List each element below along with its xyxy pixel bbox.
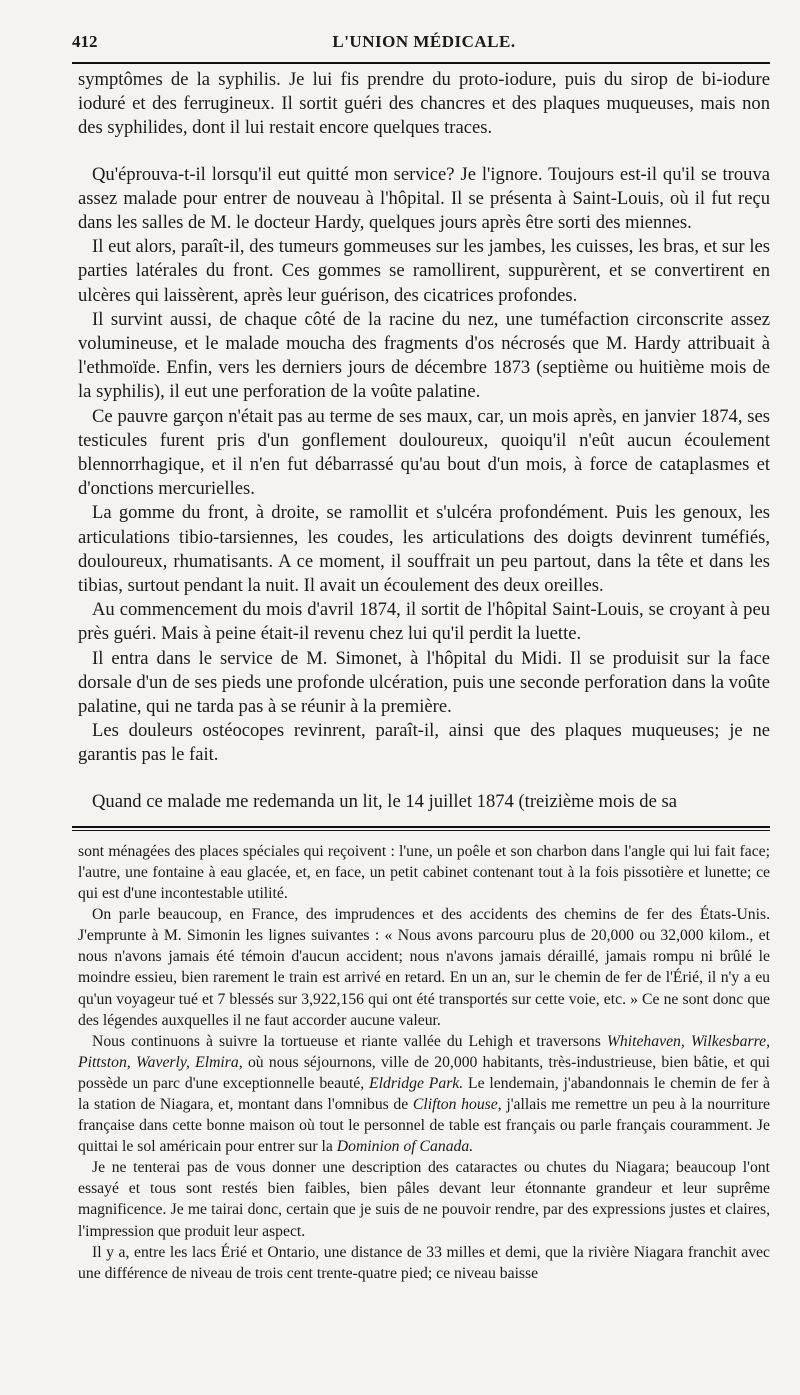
paragraph: Il eut alors, paraît-il, des tumeurs gommeuses sur les jambes, les cuisses, les bras, et sur les parties latérales du front. Ces gommes se ramollirent, suppurèrent, et se convertirent en ulcères qui laissèrent, après leur guérison, des cicatrices profondes. bbox=[78, 236, 770, 306]
main-article bbox=[78, 68, 770, 814]
paragraph: Quand ce malade me redemanda un lit, le 14 juillet 1874 (treizième mois de sa bbox=[92, 790, 677, 812]
country-name: Dominion of Canada. bbox=[336, 1138, 474, 1156]
feuilleton bbox=[78, 841, 770, 1284]
feuilleton-paragraph: On parle beaucoup, en France, des imprudences et des accidents des chemins de fer des États-Unis. J'emprunte à M. Simonin les lignes suivantes : « Nous avons parcouru plus de 20,000 ou 32,000 kilom., et nous n'avons jamais été témoin d'aucun accident; nous n'avons jamais déraillé, jamais rompu ni brûlé le moindre essieu, bien rarement le train est arrivé en retard. En un an, sur le chemin de fer de l'Érié, il n'y a eu qu'un voyageur tué et 7 blessés sur 3,922,156 qui ont été transportés sur cette voie, etc. » Ce ne sont donc que des légendes auxquelles il ne faut accorder aucune valeur. bbox=[78, 906, 770, 1029]
text-run: où nous séjournons, ville de 20,000 habitants, très-industrieuse, bien bâtie, et qui possède un parc d'une exceptionnelle beauté, bbox=[78, 1053, 771, 1092]
paragraph: Ce pauvre garçon n'était pas au terme de ses maux, car, un mois après, en janvier 1874, ses testicules furent pris d'un gonflement douloureux, quoiqu'il n'eût aucun écoulement blennorrhagique, et il n'en fut débarrassé qu'au bout d'un mois, à force de cataplasmes et d'onctions mercurielles. bbox=[78, 405, 770, 500]
page-number: 412 bbox=[72, 32, 98, 51]
feuilleton-paragraph: sont ménagées des places spéciales qui reçoivent : l'une, un poêle et son charbon dans l'angle qui lui fait face; l'autre, une fontaine à eau glacée, et, en face, un petit cabinet contenant tout à la fois pissotière et lunette; ce qui est d'une incontestable utilité. bbox=[78, 842, 770, 903]
paragraph: Il survint aussi, de chaque côté de la racine du nez, une tuméfaction circonscrite assez volumineuse, et le malade moucha des fragments d'os nécrosés que M. Hardy attribuait à l'ethmoïde. Enfin, vers les derniers jours de décembre 1873 (septième ou huitième mois de la syphilis), il eut une perforation de la voûte palatine. bbox=[78, 308, 770, 403]
paragraph: Il entra dans le service de M. Simonet, à l'hôpital du Midi. Il se produisit sur la face dorsale d'un de ses pieds une profonde ulcération, puis une seconde perforation dans la voûte palatine, qui ne tarda pas à se réunir à la première. bbox=[78, 647, 770, 718]
paragraph: La gomme du front, à droite, se ramollit et s'ulcéra profondément. Puis les genoux, les articulations tibio-tarsiennes, les coudes, les articulations des doigts devinrent tuméfiés, douloureux, rhumatisants. A ce moment, il souffrait un peu partout, dans la tête et dans les tibias, surtout pendant la nuit. Il avait un écoulement des deux oreilles. bbox=[78, 502, 770, 597]
paragraph: Les douleurs ostéocopes revinrent, paraît-il, ainsi que des plaques muqueuses; je ne garantis pas le fait. bbox=[78, 720, 770, 766]
park-name: Eldridge Park. bbox=[369, 1074, 464, 1092]
header-rule bbox=[72, 62, 770, 64]
paragraph: symptômes de la syphilis. Je lui fis prendre du proto-iodure, puis du sirop de bi-iodure ioduré et des ferrugineux. Il sortit guéri des chancres et des plaques muqueuses, mais non des syphilides, dont il lui restait encore quelques traces. bbox=[78, 69, 770, 139]
running-title: L'UNION MÉDICALE. bbox=[332, 32, 516, 51]
feuilleton-paragraph bbox=[78, 1031, 770, 1158]
text-run: j'allais me remettre un peu à la nourriture française dans cette bonne maison où tout le personnel de table est français ou parle français couramment. Je quittai le sol américain pour entrer sur la bbox=[78, 1096, 771, 1156]
page-header bbox=[72, 26, 770, 62]
feuilleton-paragraph: Je ne tenterai pas de vous donner une description des cataractes ou chutes du Niagara; beaucoup l'ont essayé et tous sont restés bien faibles, bien pâles devant leur étonnante grandeur et leur suprême magnificence. Je me tairai donc, certain que je suis de ne pouvoir rendre, par des expressions justes et claires, l'impression que produit leur aspect. bbox=[78, 1159, 770, 1240]
feuilleton-separator bbox=[72, 826, 770, 831]
text-run: Nous continuons à suivre la tortueuse et riante vallée du Lehigh et traversons bbox=[92, 1032, 607, 1050]
text-run: Le lendemain, j'abandonnais le chemin de fer à la station de Niagara, et, montant dans l'omnibus de bbox=[78, 1074, 770, 1114]
feuilleton-paragraph: Il y a, entre les lacs Érié et Ontario, une distance de 33 milles et demi, que la rivière Niagara franchit avec une différence de niveau de trois cent trente-quatre pied; ce niveau baisse bbox=[78, 1243, 770, 1282]
paragraph: Qu'éprouva-t-il lorsqu'il eut quitté mon service? Je l'ignore. Toujours est-il qu'il se trouva assez malade pour entrer de nouveau à l'hôpital. Il se présenta à Saint-Louis, où il fut reçu dans les salles de M. le docteur Hardy, quelques jours après être sorti des miennes. bbox=[78, 163, 770, 234]
paragraph: Au commencement du mois d'avril 1874, il sortit de l'hôpital Saint-Louis, se croyant à peu près guéri. Mais à peine était-il revenu chez lui qu'il perdit la luette. bbox=[78, 599, 770, 645]
hotel-name: Clifton house, bbox=[412, 1096, 502, 1114]
place-names: Whitehaven, Wilkesbarre, Pittston, Waverly, Elmira, bbox=[78, 1032, 770, 1071]
